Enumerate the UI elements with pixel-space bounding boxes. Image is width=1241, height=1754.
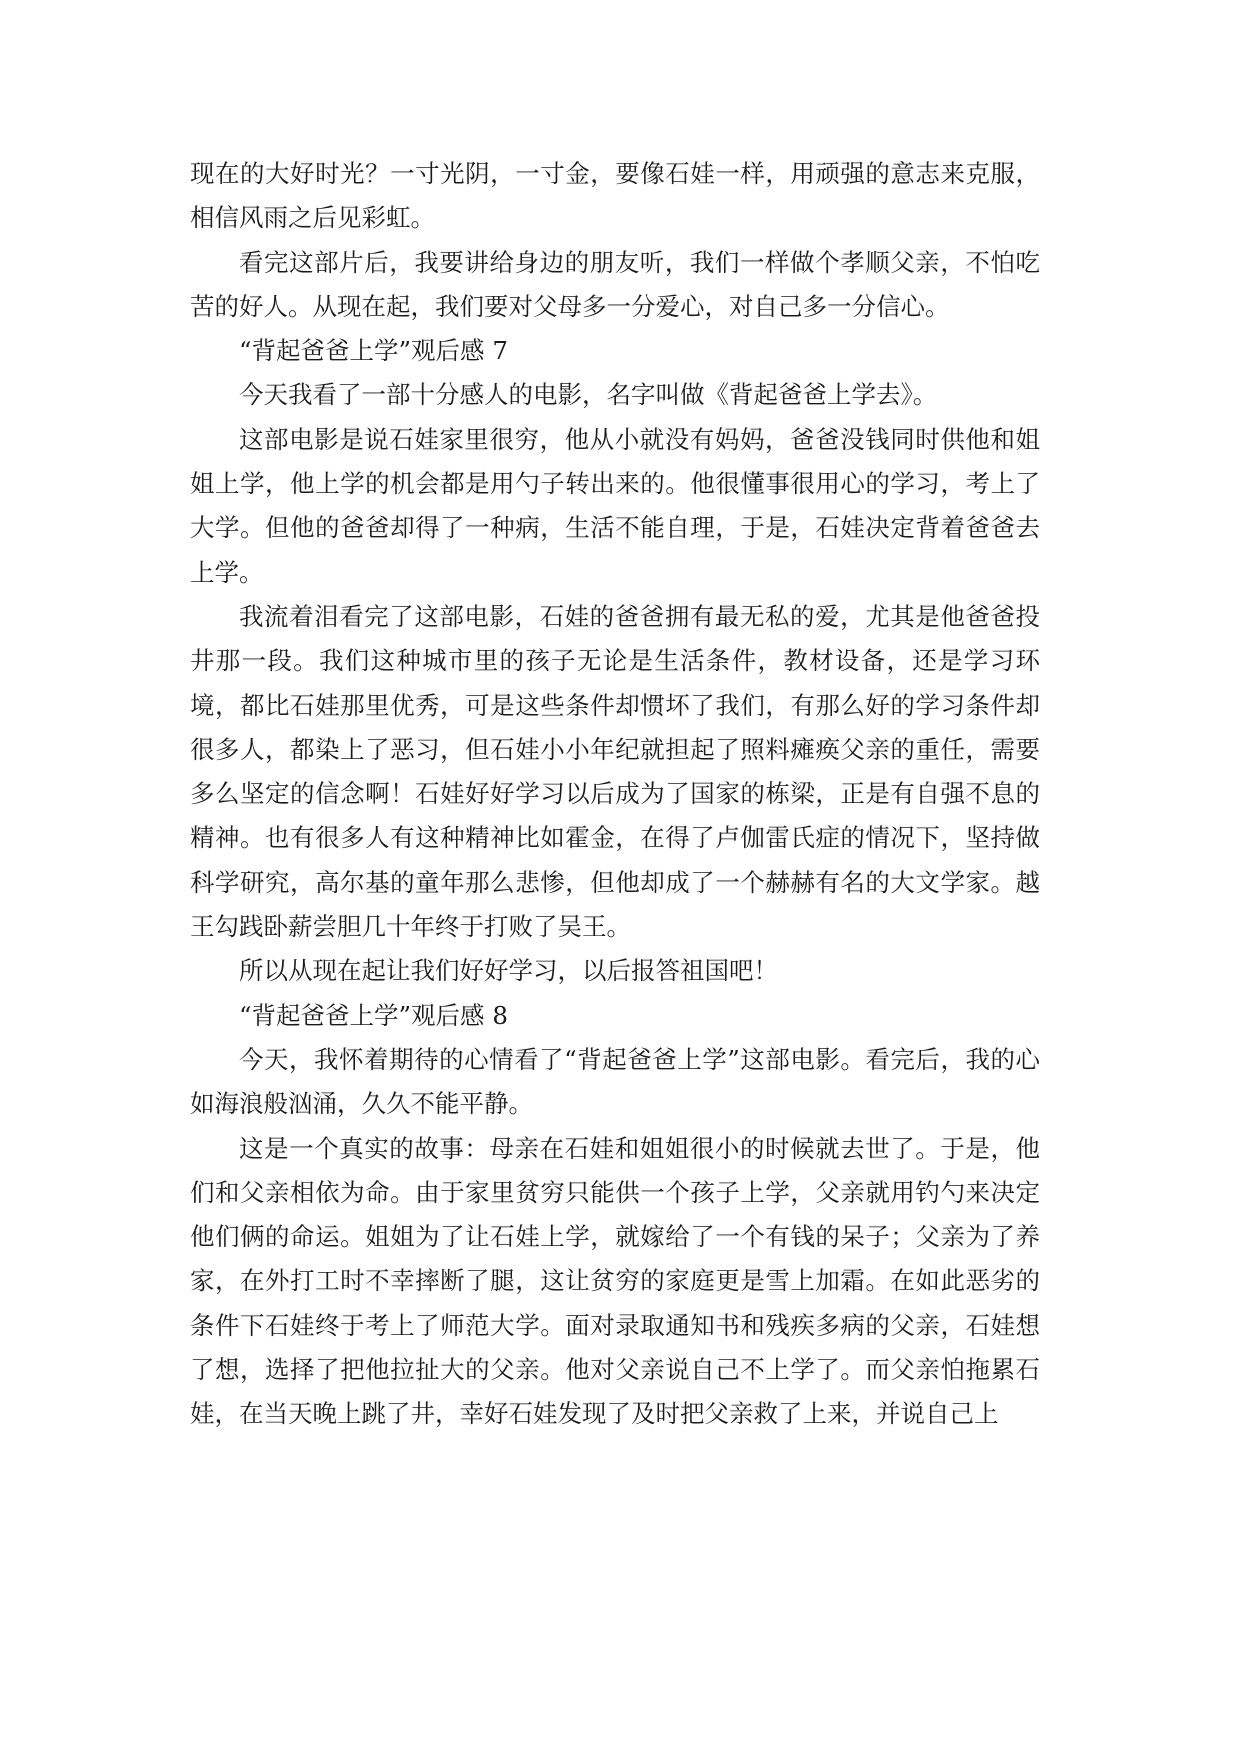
paragraph: 这是一个真实的故事：母亲在石娃和姐姐很小的时候就去世了。于是，他们和父亲相依为命。由于家里贫穷只能供一个孩子上学，父亲就用钓勺来决定他们俩的命运。姐姐为了让石娃上学，就嫁给了一个有钱的呆子；父亲为了养家，在外打工时不幸摔断了腿，这让贫穷的家庭更是雪上加霜。在如此恶劣的条件下石娃终于考上了师范大学。面对录取通知书和残疾多病的父亲，石娃想了想，选择了把他拉扯大的父亲。他对父亲说自己不上学了。而父亲怕拖累石娃，在当天晚上跳了井，幸好石娃发现了及时把父亲救了上来，并说自己上 (190, 1133, 1040, 1429)
paragraph: 所以从现在起让我们好好学习，以后报答祖国吧！ (239, 956, 778, 986)
paragraph: 今天，我怀着期待的心情看了“背起爸爸上学”这部电影。看完后，我的心如海浪般汹涌，久久不能平静。 (190, 1044, 1040, 1119)
paragraph: 这部电影是说石娃家里很穷，他从小就没有妈妈，爸爸没钱同时供他和姐姐上学，他上学的机会都是用勺子转出来的。他很懂事很用心的学习，考上了大学。但他的爸爸却得了一种病，生活不能自理，于是，石娃决定背着爸爸去上学。 (190, 424, 1040, 587)
paragraph: 我流着泪看完了这部电影，石娃的爸爸拥有最无私的爱，尤其是他爸爸投井那一段。我们这种城市里的孩子无论是生活条件，教材设备，还是学习环境，都比石娃那里优秀，可是这些条件却惯坏了我们，有那么好的学习条件却很多人，都染上了恶习，但石娃小小年纪就担起了照料瘫痪父亲的重任，需要多么坚定的信念啊！石娃好好学习以后成为了国家的栋梁，正是有自强不息的精神。也有很多人有这种精神比如霍金，在得了卢伽雷氏症的情况下，坚持做科学研究，高尔基的童年那么悲惨，但他却成了一个赫赫有名的大文学家。越王勾践卧薪尝胆几十年终于打败了吴王。 (190, 601, 1040, 942)
paragraph: 看完这部片后，我要讲给身边的朋友听，我们一样做个孝顺父亲，不怕吃苦的好人。从现在起，我们要对父母多一分爱心，对自己多一分信心。 (190, 247, 1040, 321)
paragraph: 现在的大好时光？一寸光阴，一寸金，要像石娃一样，用顽强的意志来克服，相信风雨之后见彩虹。 (190, 159, 1040, 233)
section-heading: “背起爸爸上学”观后感 8 (239, 1000, 508, 1030)
section-heading: “背起爸爸上学”观后感 7 (239, 336, 508, 366)
document-body (190, 152, 1040, 1437)
paragraph: 今天我看了一部十分感人的电影，名字叫做《背起爸爸上学去》。 (239, 380, 938, 410)
